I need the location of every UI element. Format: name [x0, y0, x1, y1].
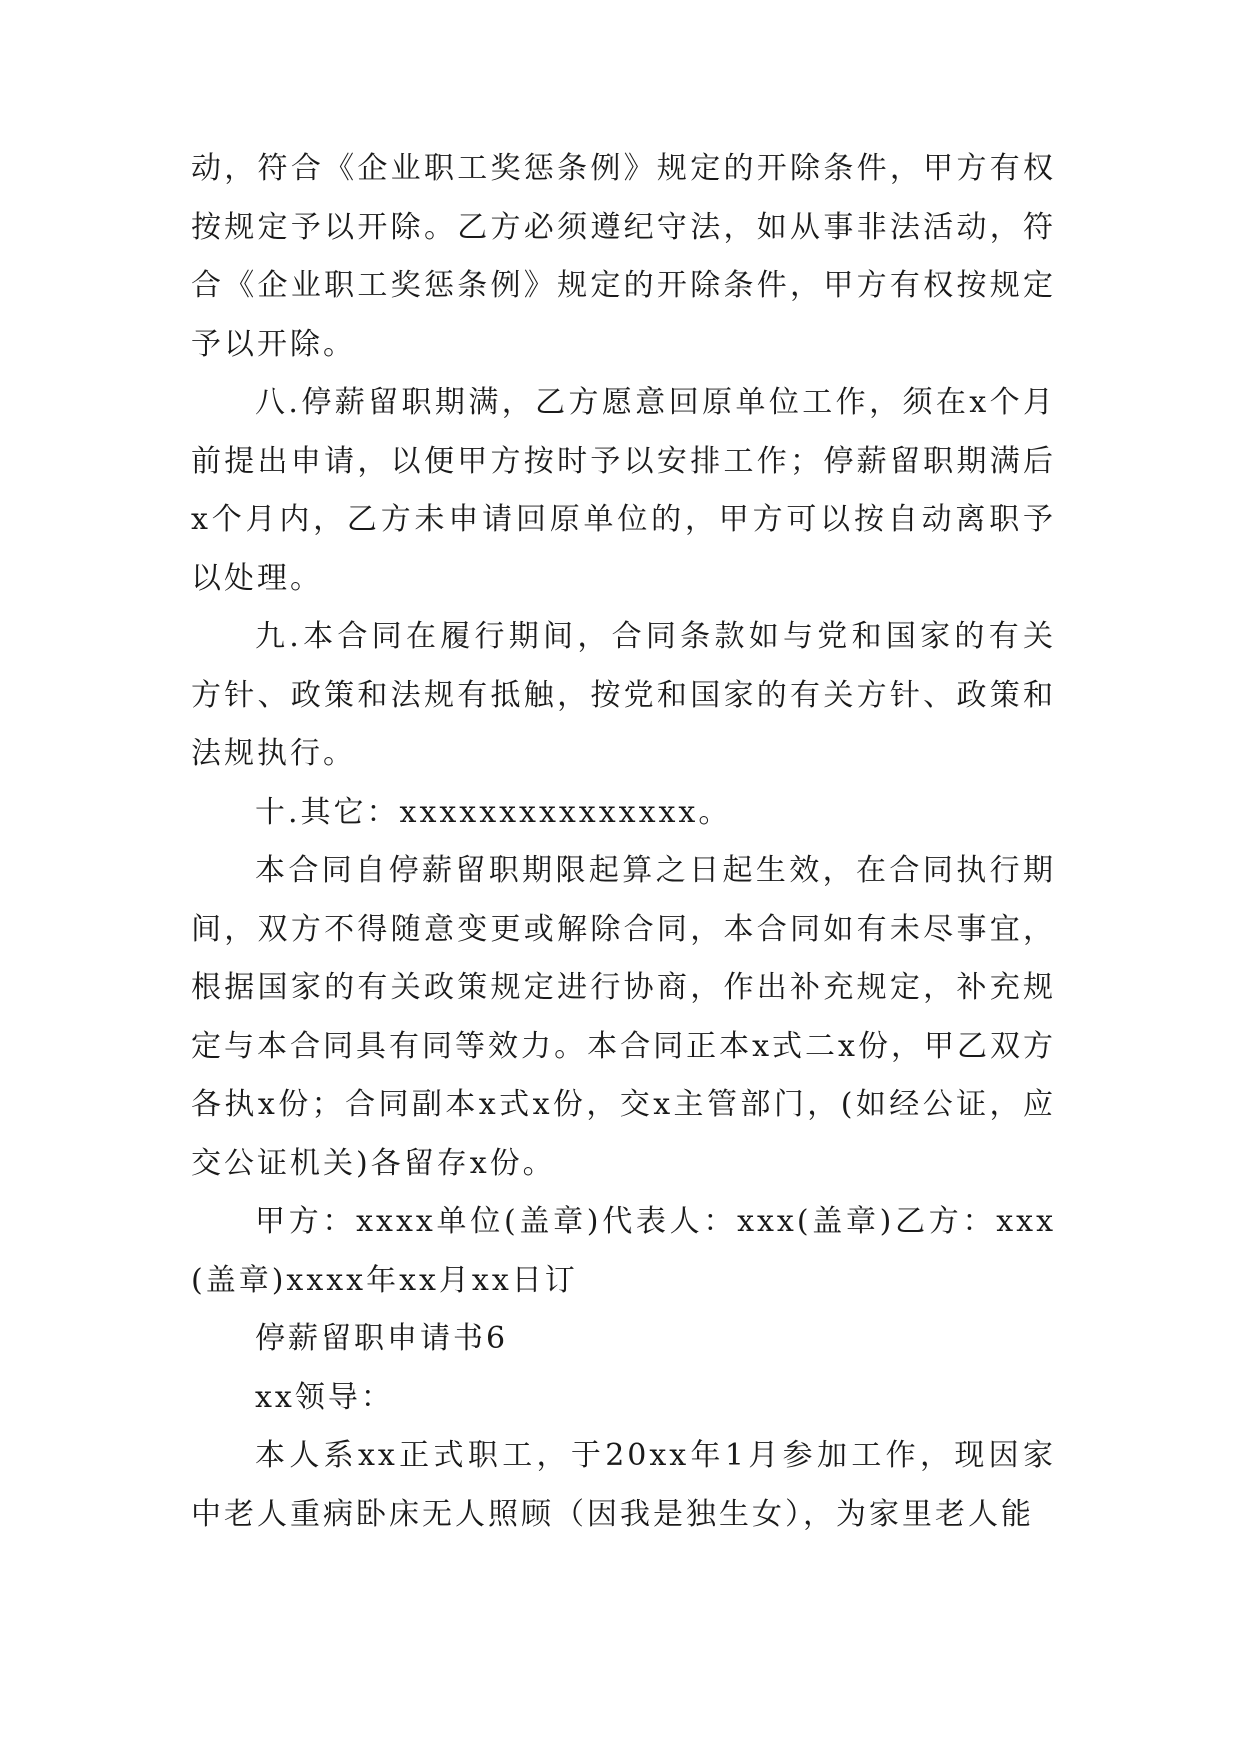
- section-heading: 停薪留职申请书6: [255, 1321, 509, 1356]
- paragraph-signatures: 甲方：xxxx单位(盖章)代表人：xxx(盖章)乙方：xxx(盖章)xxxx年xx月xx日订: [191, 1204, 1056, 1298]
- document-body: [191, 140, 1056, 1544]
- paragraph-dismissal-clause: 动，符合《企业职工奖惩条例》规定的开除条件，甲方有权按规定予以开除。乙方必须遵纪守法，如从事非法活动，符合《企业职工奖惩条例》规定的开除条件，甲方有权按规定予以开除。: [191, 151, 1056, 362]
- paragraph-effectiveness: 本合同自停薪留职期限起算之日起生效，在合同执行期间，双方不得随意变更或解除合同，本合同如有未尽事宜，根据国家的有关政策规定进行协商，作出补充规定，补充规定与本合同具有同等效力。本合同正本x式二x份，甲乙双方各执x份；合同副本x式x份，交x主管部门，(如经公证，应交公证机关)各留存x份。: [191, 853, 1056, 1181]
- paragraph-application-body: 本人系xx正式职工，于20xx年1月参加工作，现因家中老人重病卧床无人照顾（因我是独生女），为家里老人能: [191, 1438, 1056, 1532]
- paragraph-clause-9: 九.本合同在履行期间，合同条款如与党和国家的有关方针、政策和法规有抵触，按党和国家的有关方针、政策和法规执行。: [191, 619, 1056, 771]
- salutation: xx领导：: [255, 1379, 394, 1415]
- paragraph-clause-8: 八.停薪留职期满，乙方愿意回原单位工作，须在x个月前提出申请，以便甲方按时予以安排工作；停薪留职期满后x个月内，乙方未申请回原单位的，甲方可以按自动离职予以处理。: [191, 385, 1056, 596]
- paragraph-clause-10: 十.其它：xxxxxxxxxxxxxxx。: [255, 794, 732, 830]
